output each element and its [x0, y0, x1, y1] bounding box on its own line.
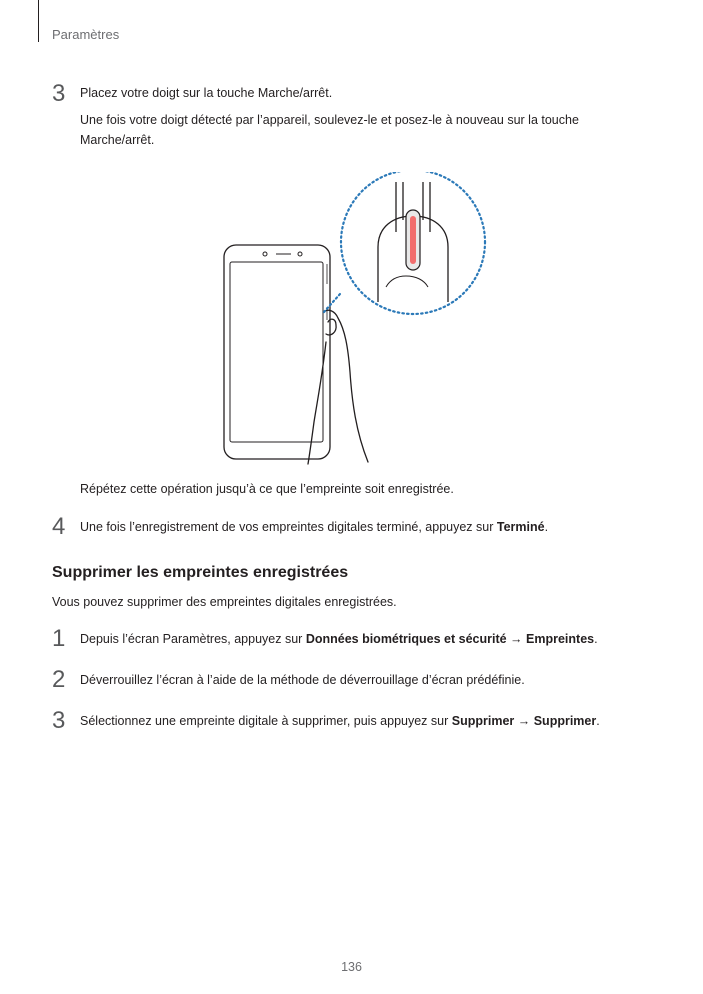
step-number: 2 — [52, 666, 66, 693]
step-text-plain: Sélectionnez une empreinte digitale à supprimer, puis appuyez sur — [80, 714, 452, 728]
step-text-plain: Une fois l’enregistrement de vos empreintes digitales terminé, appuyez sur — [80, 520, 497, 534]
step-text-end: . — [544, 520, 549, 534]
step-text: Déverrouillez l’écran à l’aide de la méthode de déverrouillage d’écran prédéfinie. — [80, 673, 525, 687]
arrow-separator: → — [514, 714, 534, 728]
step-text-bold: Terminé — [496, 520, 545, 534]
step-title: Placez votre doigt sur la touche Marche/arrêt. — [80, 86, 333, 100]
step-text-plain: Depuis l’écran Paramètres, appuyez sur — [80, 632, 306, 646]
step-number: 3 — [52, 707, 66, 734]
arrow-separator: → — [506, 632, 527, 646]
step-text — [80, 711, 600, 731]
step-text-bold: Empreintes — [526, 632, 595, 646]
step-text-end: . — [594, 632, 598, 646]
header-section-title: Paramètres — [52, 27, 120, 42]
step-number: 3 — [52, 80, 66, 107]
hand-illustration — [308, 310, 368, 464]
step-text-bold: Données biométriques et sécurité — [305, 632, 507, 646]
section-intro: Vous pouvez supprimer des empreintes digitales enregistrées. — [52, 595, 397, 609]
step-text-bold: Supprimer — [451, 714, 515, 728]
repeat-instruction: Répétez cette opération jusqu’à ce que l’empreinte soit enregistrée. — [80, 482, 454, 496]
page-number: 136 — [341, 960, 362, 974]
step-text-end: . — [596, 714, 600, 728]
step-description-line: Une fois votre doigt détecté par l’appareil, soulevez-le et posez-le à nouveau sur la touche — [80, 113, 579, 127]
step-number: 1 — [52, 625, 66, 652]
phone-illustration — [224, 245, 330, 459]
step-number: 4 — [52, 513, 66, 540]
fingerprint-registration-illustration — [218, 172, 498, 467]
step-text-bold: Supprimer — [533, 714, 597, 728]
bubble-pointer — [324, 294, 340, 312]
section-heading: Supprimer les empreintes enregistrées — [52, 564, 349, 581]
step-text — [80, 629, 598, 649]
header-rule — [38, 0, 39, 42]
step-text — [80, 517, 548, 537]
step-description-line: Marche/arrêt. — [80, 133, 155, 147]
